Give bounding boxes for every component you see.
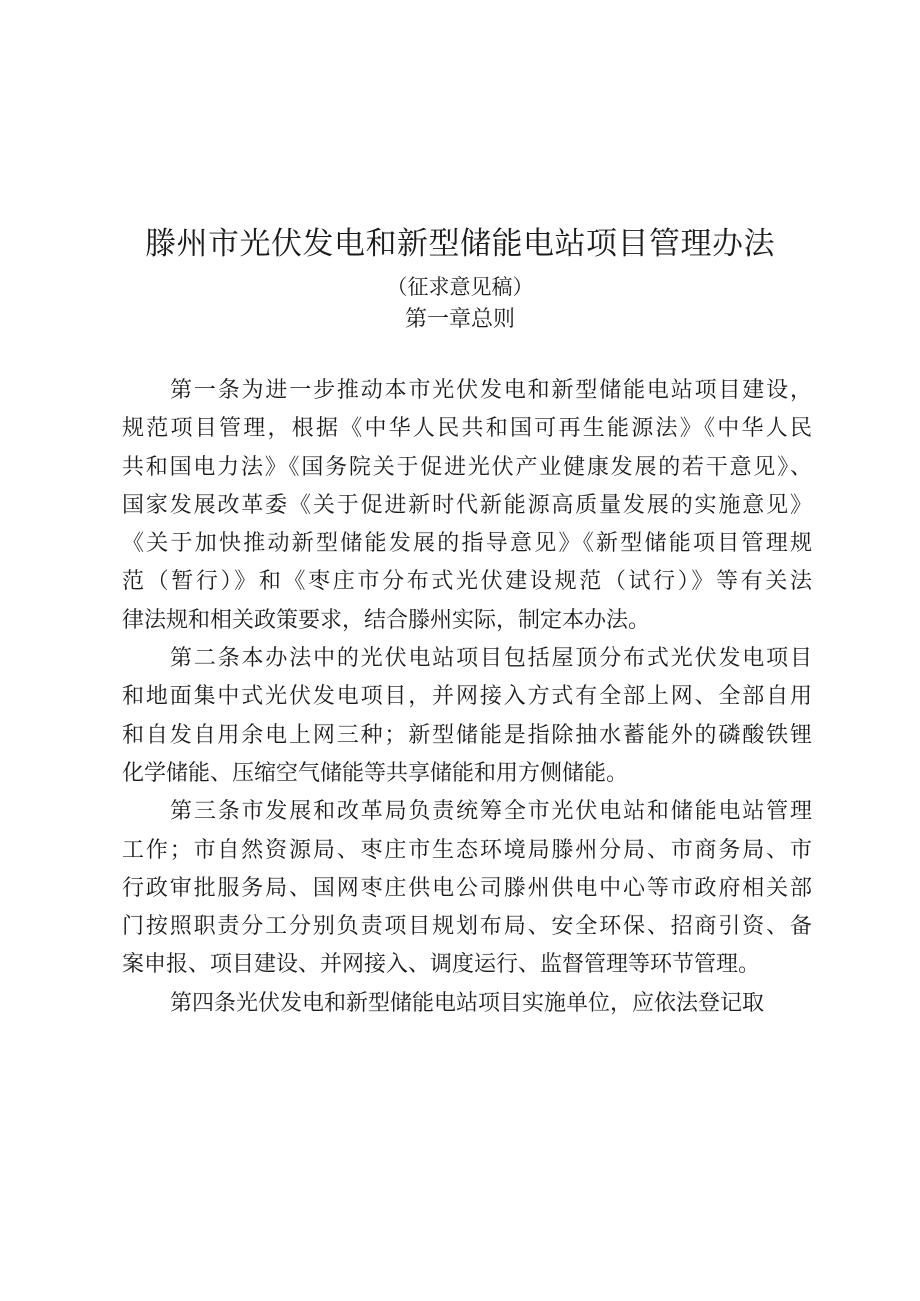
text-line: 《关于加快推动新型储能发展的指导意见》《新型储能项目管理规 — [122, 531, 812, 557]
text-line: 规范项目管理，根据《中华人民共和国可再生能源法》《中华人民 — [122, 416, 812, 442]
article-1 — [122, 372, 812, 640]
document-subtitle: （征求意见稿） — [386, 275, 534, 299]
article-3 — [122, 793, 812, 984]
chapter-heading: 第一章总则 — [404, 307, 515, 332]
text-line: 和自发自用余电上网三种；新型储能是指除抽水蓄能外的磷酸铁锂 — [122, 722, 812, 748]
text-line: 律法规和相关政策要求，结合滕州实际，制定本办法。 — [122, 607, 651, 633]
document-body — [122, 372, 812, 1023]
text-line: 第三条市发展和改革局负责统筹全市光伏电站和储能电站管理 — [170, 799, 812, 825]
text-line: 第二条本办法中的光伏电站项目包括屋顶分布式光伏发电项目 — [170, 646, 812, 672]
text-line: 第一条为进一步推动本市光伏发电和新型储能电站项目建设， — [170, 378, 812, 403]
text-line: 门按照职责分工分别负责项目规划布局、安全环保、招商引资、备 — [122, 914, 812, 940]
text-line: 共和国电力法》《国务院关于促进光伏产业健康发展的若干意见》、 — [122, 454, 812, 480]
text-line: 范（暂行）》和《枣庄市分布式光伏建设规范（试行）》等有关法 — [122, 569, 812, 595]
text-line: 化学储能、压缩空气储能等共享储能和用方侧储能。 — [122, 760, 629, 786]
text-line: 国家发展改革委《关于促进新时代新能源高质量发展的实施意见》 — [122, 492, 812, 518]
text-line: 工作；市自然资源局、枣庄市生态环境局滕州分局、市商务局、市 — [122, 837, 812, 863]
text-line: 案申报、项目建设、并网接入、调度运行、监督管理等环节管理。 — [122, 952, 761, 978]
article-4 — [122, 985, 812, 1023]
text-line: 和地面集中式光伏发电项目，并网接入方式有全部上网、全部自用 — [122, 684, 812, 710]
text-line: 行政审批服务局、国网枣庄供电公司滕州供电中心等市政府相关部 — [122, 875, 812, 901]
text-line: 第四条光伏发电和新型储能电站项目实施单位，应依法登记取 — [170, 990, 765, 1016]
document-title: 滕州市光伏发电和新型储能电站项目管理办法 — [145, 226, 775, 262]
article-2 — [122, 640, 812, 793]
